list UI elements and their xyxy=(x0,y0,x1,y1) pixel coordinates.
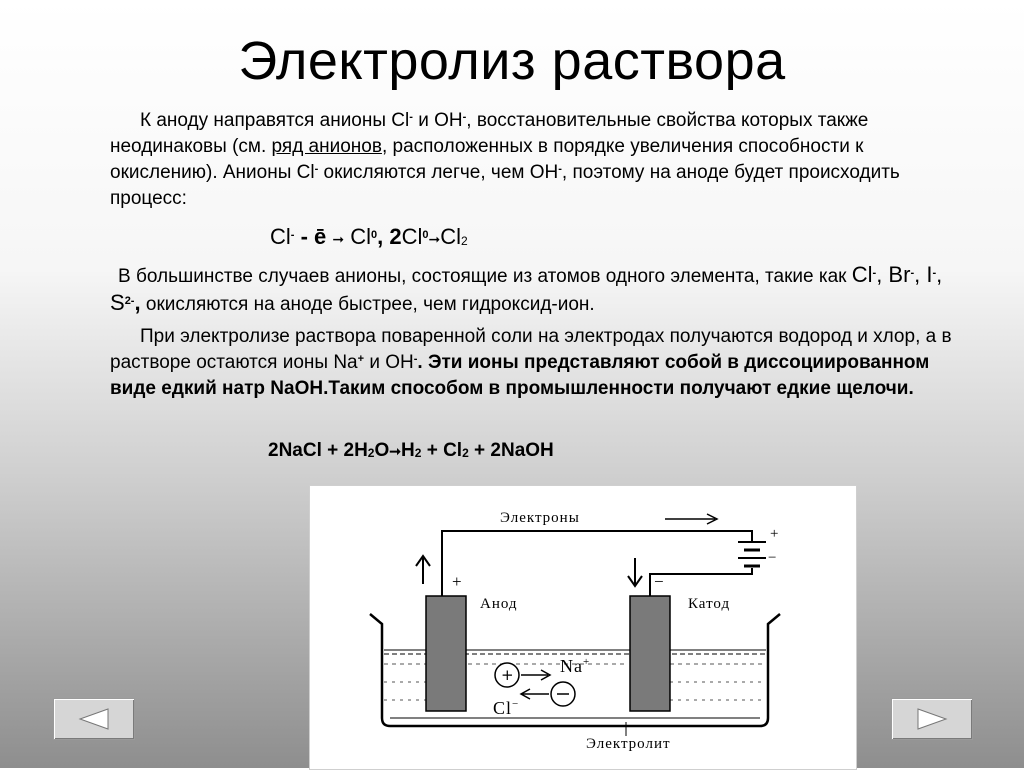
battery-plus-sign: + xyxy=(770,526,780,542)
page-title: Электролиз раствора xyxy=(238,31,786,91)
anode-electrode xyxy=(426,596,466,711)
anode-label: Анод xyxy=(480,596,518,612)
previous-slide-button[interactable] xyxy=(53,698,135,740)
arrow-right-icon: ➞ xyxy=(332,231,345,247)
anion-series-link[interactable]: ряд анионов xyxy=(271,136,382,157)
electrons-label: Электроны xyxy=(500,510,580,526)
paragraph-halide-anions: В большинстве случаев анионы, состоящие из атомов одного элемента, такие как Cl-, Br-, I-, $S^{2-}$, окисляются на аноде быстрее, чем гидроксид-ион. xyxy=(110,262,943,315)
anode-plus-sign: + xyxy=(452,572,463,591)
battery-minus-sign: − xyxy=(768,550,778,566)
equation-nacl-electrolysis: 2NaCl + 2H2O➞H2 + Cl2 + 2NaOH xyxy=(268,440,554,461)
equation-chlorine-oxidation: Cl- - ē ➞ Cl$^0$, 2Cl$^0$➞Cl2 xyxy=(270,224,468,249)
arrow-right-icon: ➞ xyxy=(389,443,401,459)
next-slide-button[interactable] xyxy=(891,698,973,740)
electrolysis-diagram xyxy=(309,485,857,770)
chloride-ion-label: Cl− xyxy=(493,698,520,718)
paragraph-salt-electrolysis: При электролизе раствора поваренной соли на электродах получаются водород и хлор, а в растворе остаются ионы Na+ и OH-. Эти ионы представляют собой в диссоциированном виде едкий натр NaOH.Таким способом в промышленности получают едкие щелочи. xyxy=(110,326,952,399)
paragraph-anode-anions: К аноду направятся анионы Cl- и OH-, восстановительные свойства которых также неодинаковы (см. ряд анионов, расположенных в порядке увеличения способности к окислению). Анионы Cl- окисляются легче, чем OH-, поэтому на аноде будет происходить процесс: xyxy=(110,110,900,209)
svg-text:+: + xyxy=(501,666,514,684)
cathode-electrode xyxy=(630,596,670,711)
sodium-ion-label: Na+ xyxy=(560,656,591,676)
arrow-right-icon: ➞ xyxy=(428,231,441,247)
triangle-left-icon xyxy=(74,706,114,732)
cathode-label: Катод xyxy=(688,596,731,612)
triangle-right-icon xyxy=(912,706,952,732)
electrolyte-label: Электролит xyxy=(586,736,671,752)
cathode-minus-sign: − xyxy=(654,572,665,591)
